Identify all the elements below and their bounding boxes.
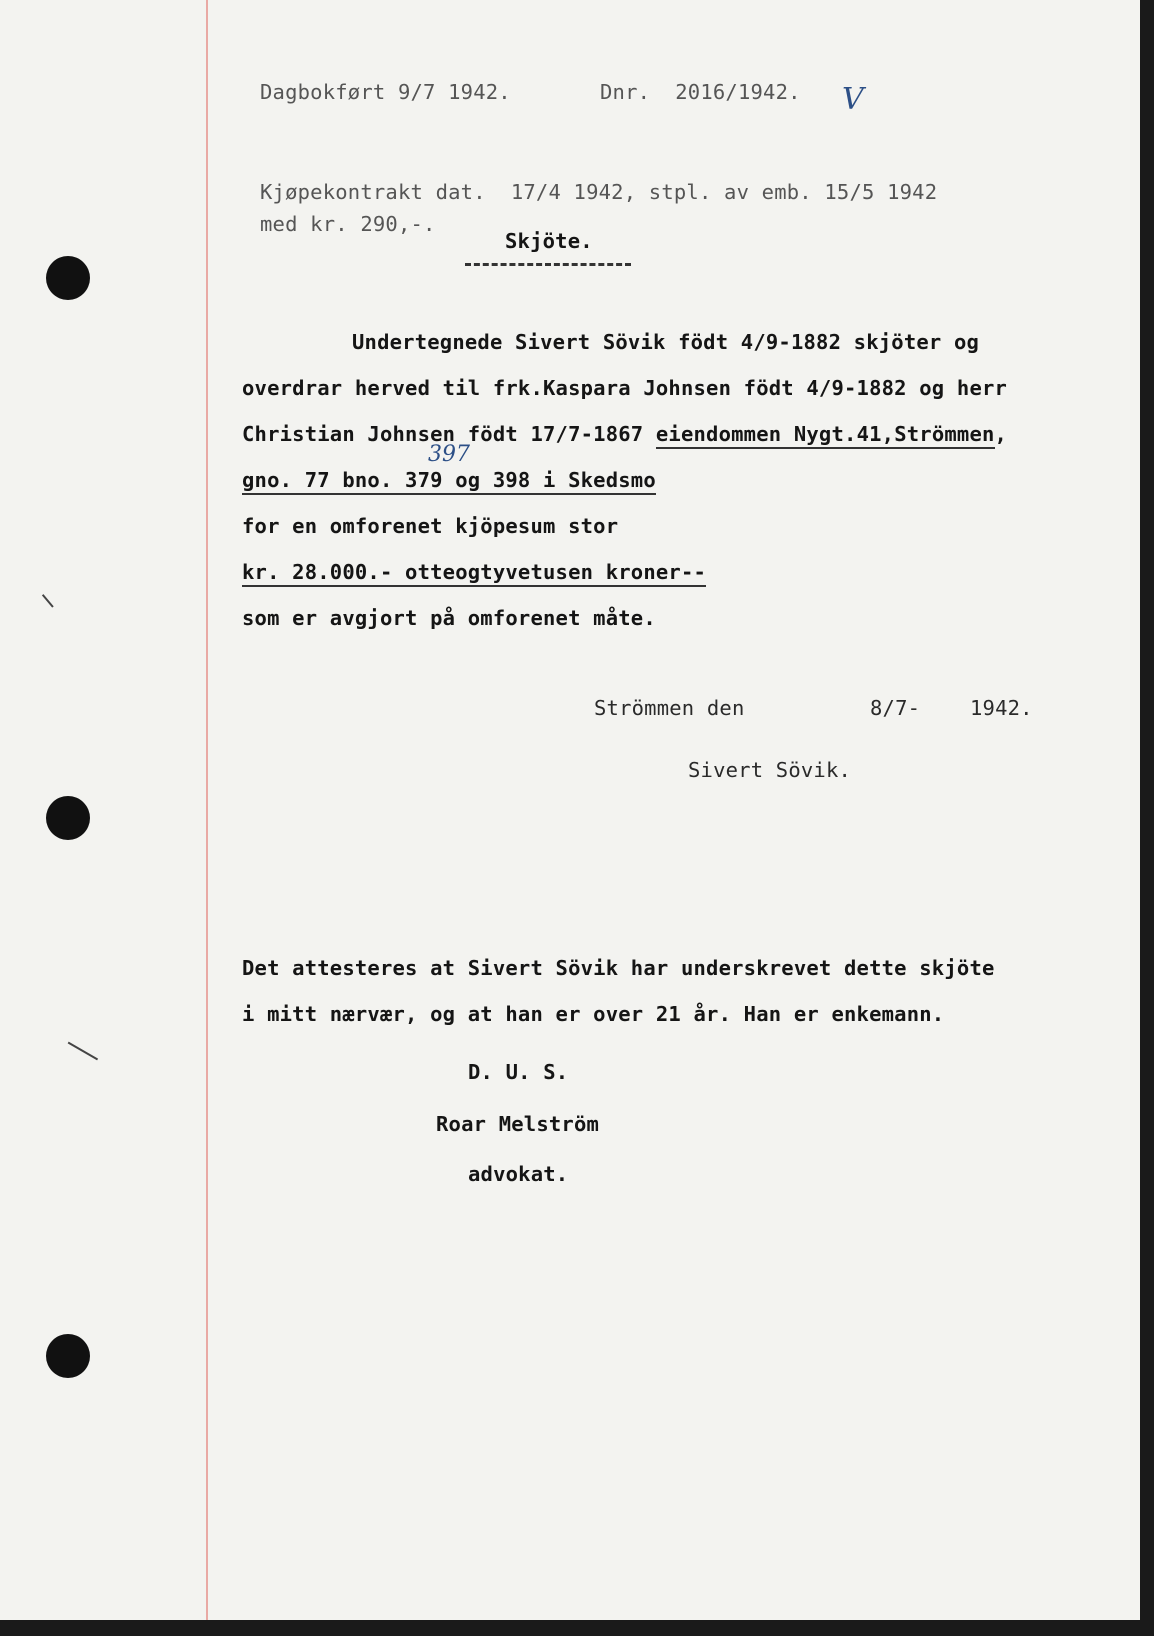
body-line-4 (242, 468, 656, 492)
contract-line-2: med kr. 290,-. (260, 212, 436, 236)
stray-mark (42, 594, 53, 607)
property-reference: eiendommen Nygt.41,Strömmen (656, 422, 995, 449)
purchase-price: kr. 28.000.- otteogtyvetusen kroner-- (242, 560, 706, 587)
place: Strömmen den (594, 696, 745, 720)
witness-name: Roar Melström (436, 1112, 600, 1136)
title-underline (465, 263, 631, 266)
body-line-7: som er avgjort på omforenet måte. (242, 606, 656, 630)
contract-line-1: Kjøpekontrakt dat. 17/4 1942, stpl. av emb. 15/5 1942 (260, 180, 938, 204)
body-line-3 (242, 422, 1007, 446)
stray-mark (68, 1042, 98, 1060)
witness-dus: D. U. S. (468, 1060, 569, 1084)
attest-line-1: Det attesteres at Sivert Sövik har underskrevet dette skjöte (242, 956, 995, 980)
body-line-2: overdrar herved til frk.Kaspara Johnsen födt 4/9-1882 og herr (242, 376, 1008, 400)
document-title: Skjöte. (505, 229, 593, 253)
body-line-6 (242, 560, 706, 584)
punch-hole-top (46, 256, 90, 300)
punch-hole-middle (46, 796, 90, 840)
punch-hole-bottom (46, 1334, 90, 1378)
dnr-number: Dnr. 2016/1942. (600, 80, 801, 104)
body-line-5: for en omforenet kjöpesum stor (242, 514, 619, 538)
journal-entry: Dagbokført 9/7 1942. (260, 80, 511, 104)
margin-line (206, 0, 208, 1620)
date-day: 8/7- (870, 696, 921, 720)
seller-signature: Sivert Sövik. (688, 758, 852, 782)
body-line-3-start: Christian Johnsen födt 17/7-1867 (242, 422, 656, 446)
attest-line-2: i mitt nærvær, og at han er over 21 år. Han er enkemann. (242, 1002, 945, 1026)
date-year: 1942. (970, 696, 1033, 720)
body-line-3-end: , (994, 422, 1008, 446)
handwritten-correction: 397 (428, 442, 470, 467)
cadastral-numbers: gno. 77 bno. 379 og 398 i Skedsmo (242, 468, 656, 495)
body-line-1: Undertegnede Sivert Sövik födt 4/9-1882 skjöter og (352, 330, 980, 354)
witness-title: advokat. (468, 1162, 569, 1186)
check-mark: V (842, 82, 864, 117)
